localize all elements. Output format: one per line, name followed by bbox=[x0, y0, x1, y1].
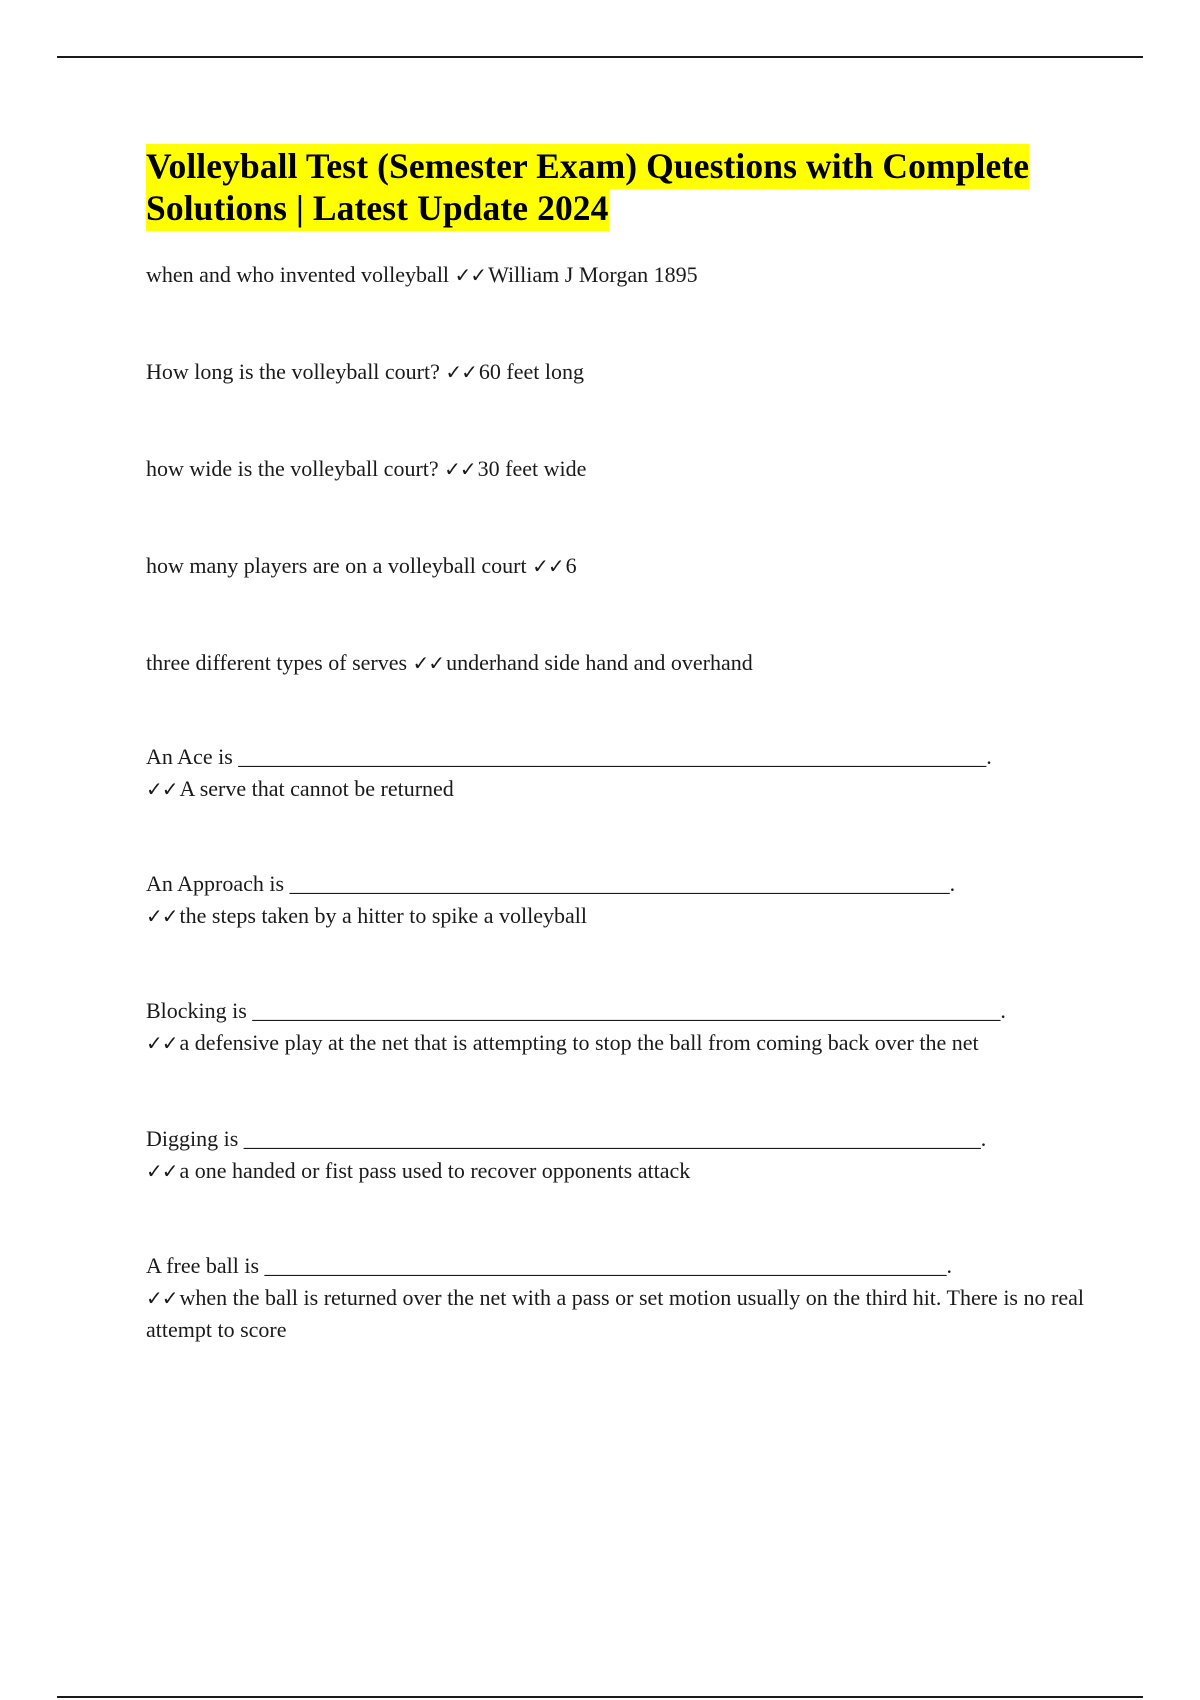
question-text: when and who invented volleyball bbox=[146, 262, 450, 287]
check-icon: ✓✓ bbox=[412, 651, 445, 675]
qa-item bbox=[146, 1123, 1096, 1187]
answer-text: 60 feet long bbox=[478, 359, 584, 384]
answer-text: underhand side hand and overhand bbox=[446, 650, 753, 675]
check-icon: ✓✓ bbox=[454, 263, 487, 287]
title-highlight: Volleyball Test (Semester Exam) Questions with Complete Solutions | Latest Update 2024 bbox=[146, 144, 1029, 231]
question-text: Blocking is ____________________________________________________________________. bbox=[146, 998, 1006, 1023]
qa-item bbox=[146, 453, 1096, 485]
qa-item bbox=[146, 741, 1096, 805]
check-icon: ✓✓ bbox=[146, 1286, 178, 1310]
question-text: Digging is ___________________________________________________________________. bbox=[146, 1126, 987, 1151]
answer-text: a one handed or fist pass used to recover opponents attack bbox=[179, 1158, 691, 1183]
question-text: An Approach is ____________________________________________________________. bbox=[146, 871, 956, 896]
question-text: An Ace is ____________________________________________________________________. bbox=[146, 744, 992, 769]
question-text: three different types of serves bbox=[146, 650, 408, 675]
answer-text: A serve that cannot be returned bbox=[179, 776, 454, 801]
qa-line bbox=[146, 453, 1096, 485]
answer-line bbox=[146, 1282, 1096, 1346]
answer-line bbox=[146, 1027, 1096, 1059]
bottom-rule bbox=[57, 1696, 1143, 1698]
question-text: A free ball is ______________________________________________________________. bbox=[146, 1253, 953, 1278]
answer-text: 30 feet wide bbox=[477, 456, 587, 481]
qa-line bbox=[146, 259, 1096, 291]
qa-line bbox=[146, 647, 1096, 679]
answer-line bbox=[146, 900, 1096, 932]
answer-text: 6 bbox=[565, 553, 577, 578]
answer-text: when the ball is returned over the net with a pass or set motion usually on the third hit. There is no real attempt to score bbox=[146, 1285, 1084, 1342]
question-text: how many players are on a volleyball court bbox=[146, 553, 527, 578]
question-text: How long is the volleyball court? bbox=[146, 359, 440, 384]
qa-line bbox=[146, 356, 1096, 388]
qa-item bbox=[146, 259, 1096, 291]
question-text: how wide is the volleyball court? bbox=[146, 456, 439, 481]
answer-text: the steps taken by a hitter to spike a volleyball bbox=[179, 903, 588, 928]
qa-item bbox=[146, 995, 1096, 1059]
check-icon: ✓✓ bbox=[146, 1031, 178, 1055]
top-rule bbox=[57, 56, 1143, 58]
qa-item bbox=[146, 550, 1096, 582]
qa-line bbox=[146, 550, 1096, 582]
check-icon: ✓✓ bbox=[146, 904, 178, 928]
check-icon: ✓✓ bbox=[532, 554, 564, 578]
qa-item bbox=[146, 1250, 1096, 1346]
answer-line bbox=[146, 773, 1096, 805]
check-icon: ✓✓ bbox=[146, 777, 178, 801]
document-body bbox=[146, 145, 1096, 1342]
answer-text: a defensive play at the net that is attempting to stop the ball from coming back over the net bbox=[179, 1030, 979, 1055]
qa-item bbox=[146, 647, 1096, 679]
answer-line bbox=[146, 1155, 1096, 1187]
qa-item bbox=[146, 868, 1096, 932]
qa-item bbox=[146, 356, 1096, 388]
document-title bbox=[146, 145, 1096, 229]
check-icon: ✓✓ bbox=[444, 457, 476, 481]
check-icon: ✓✓ bbox=[445, 360, 477, 384]
answer-text: William J Morgan 1895 bbox=[488, 262, 698, 287]
check-icon: ✓✓ bbox=[146, 1159, 178, 1183]
